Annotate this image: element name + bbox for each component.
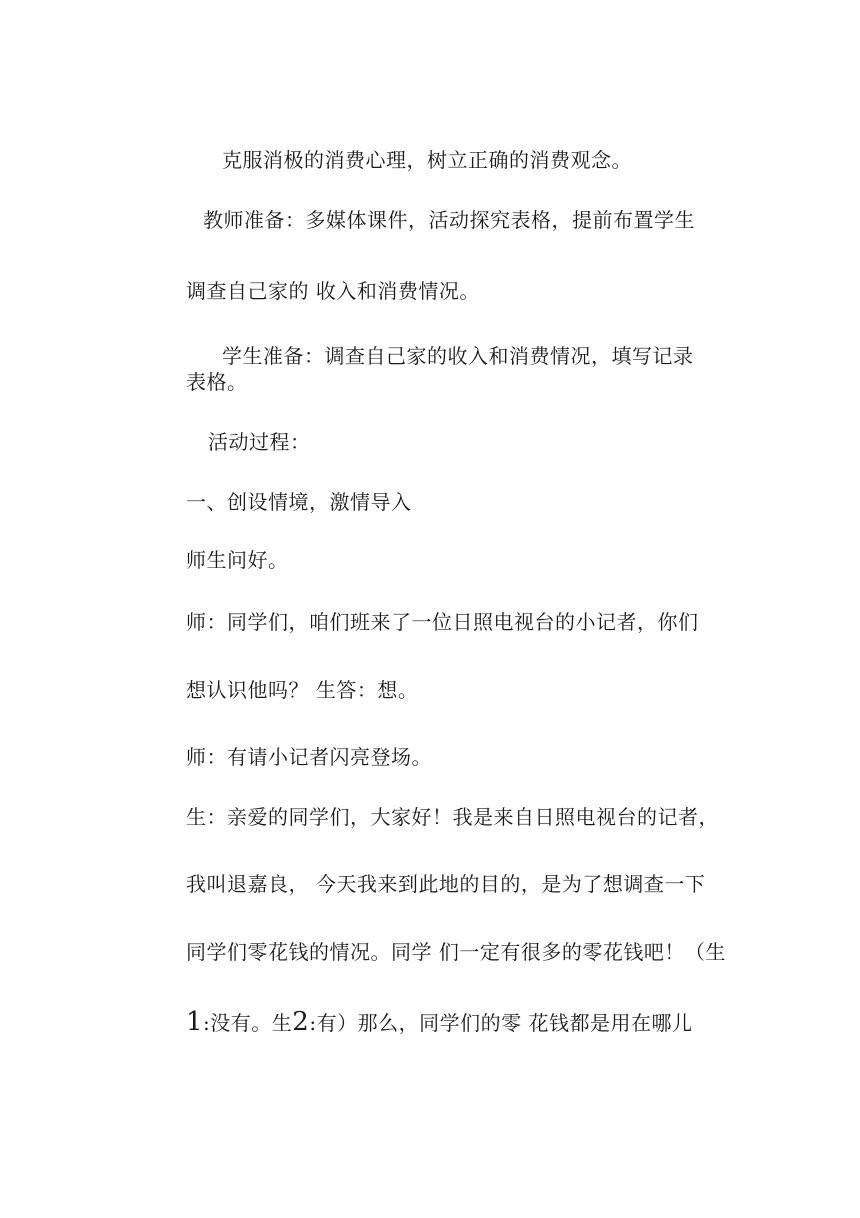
dialogue-line: 同学们零花钱的情况。同学 们一定有很多的零花钱吧！（生 bbox=[186, 940, 726, 964]
dialogue-line: 师：有请小记者闪亮登场。 bbox=[186, 745, 432, 769]
dialogue-line: 生：亲爱的同学们，大家好！我是来自日照电视台的记者， bbox=[186, 805, 719, 829]
paragraph-student-prep-cont: 表格。 bbox=[186, 370, 248, 394]
paragraph-teacher-prep-cont: 调查自己家的 收入和消费情况。 bbox=[186, 279, 480, 303]
dialogue-fragment: :有）那么，同学们的零 花钱都是用在哪儿 bbox=[309, 1011, 693, 1035]
student-number-1: 1 bbox=[186, 1007, 204, 1037]
dialogue-line: 想认识他吗？ 生答：想。 bbox=[186, 678, 419, 702]
paragraph-teacher-prep: 教师准备：多媒体课件，活动探究表格，提前布置学生 bbox=[203, 208, 695, 232]
dialogue-line-last bbox=[186, 1007, 693, 1037]
paragraph-student-prep: 学生准备：调查自己家的收入和消费情况，填写记录 bbox=[222, 344, 694, 368]
paragraph-learning-goal: 克服消极的消费心理，树立正确的消费观念。 bbox=[222, 148, 632, 172]
dialogue-fragment: :没有。生 bbox=[203, 1011, 293, 1035]
dialogue-line: 师：同学们，咱们班来了一位日照电视台的小记者，你们 bbox=[186, 610, 699, 634]
heading-activity-process: 活动过程： bbox=[208, 430, 311, 454]
dialogue-line: 师生问好。 bbox=[186, 548, 289, 572]
dialogue-line: 我叫退嘉良， 今天我来到此地的目的，是为了想调查一下 bbox=[186, 872, 706, 896]
student-number-2: 2 bbox=[292, 1007, 310, 1037]
heading-section-one: 一、创设情境，激情导入 bbox=[186, 490, 412, 514]
